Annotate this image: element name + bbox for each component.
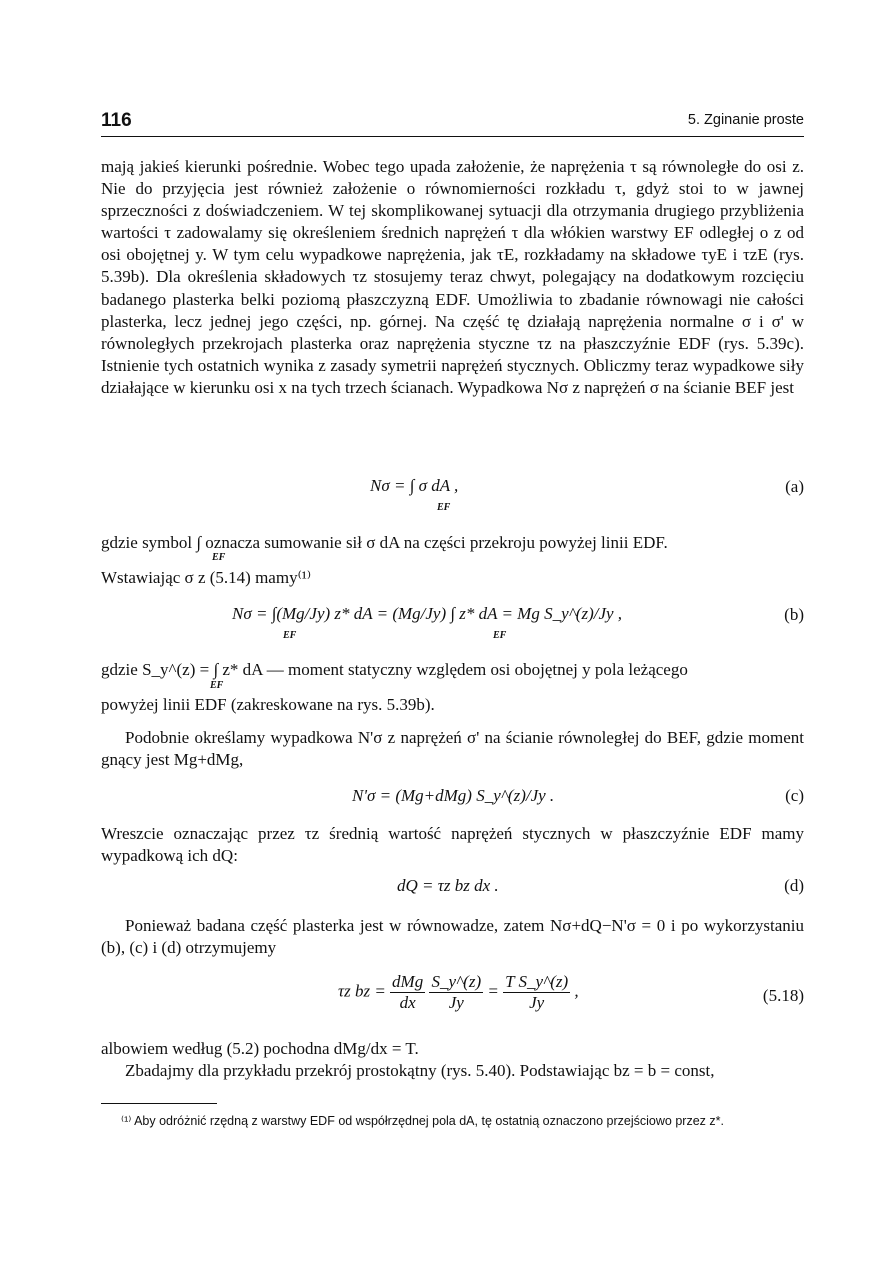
equation-b: Nσ = ∫(Mg/Jy) z* dA = (Mg/Jy) ∫ z* dA = Mg S_y^(z)/Jy , (232, 604, 623, 623)
paragraph-3a: gdzie S_y^(z) = ∫ z* dA — moment statyczny względem osi obojętnej y pola leżącego (101, 660, 688, 679)
eq-equals: = (487, 981, 499, 1001)
section-title: 5. Zginanie proste (687, 112, 804, 128)
equation-c-label: (c) (785, 786, 804, 805)
fraction-2 (429, 972, 483, 1013)
frac2-den: Jy (448, 993, 464, 1012)
paragraph-6: Ponieważ badana część plasterka jest w równowadze, zatem Nσ+dQ−N'σ = 0 i po wykorzystaniu (b), (c) i (d) otrzymujemy (101, 916, 804, 958)
eq-lhs: τz bz = (338, 981, 386, 1001)
frac1-den: dx (399, 993, 416, 1012)
paragraph-2a: gdzie symbol ∫ oznacza sumowanie sił σ dA na części przekroju powyżej linii EDF. (101, 533, 668, 552)
fraction-1 (390, 972, 425, 1013)
equation-5-18-label: (5.18) (762, 986, 804, 1005)
equation-a-label: (a) (785, 477, 804, 496)
frac3-den: Jy (529, 993, 545, 1012)
equation-b-label: (b) (784, 605, 804, 624)
frac2-num: S_y^(z) (431, 972, 482, 991)
paragraph-2b: Wstawiając σ z (5.14) mamy⁽¹⁾ (101, 568, 312, 587)
page-number: 116 (101, 110, 132, 131)
equation-a-sub: EF (437, 502, 451, 513)
equation-d-label: (d) (784, 876, 804, 895)
equation-c: N'σ = (Mg+dMg) S_y^(z)/Jy . (352, 786, 555, 805)
frac3-num: T S_y^(z) (505, 972, 569, 991)
paragraph-3b: powyżej linii EDF (zakreskowane na rys. 5.39b). (101, 695, 435, 714)
paragraph-1: mają jakieś kierunki pośrednie. Wobec tego upada założenie, że naprężenia τ są równoległe do osi z. Nie do przyjęcia jest również założenie o równomierności rozkładu τ, gdyż stoi to w jawnej sprzeczności z doświadczeniem. W tej skomplikowanej sytuacji dla otrzymania drugiego przybliżenia wartości τ zadowalamy się określeniem średnich naprężeń τ dla włókien warstwy EF odległej o z od osi obojętnej y. W tym celu wypadkowe naprężenia, jak τE, rozkładamy na składowe τyE i τzE (rys. 5.39b). Dla określenia składowych τz stosujemy teraz chwyt, polegający na dodatkowym rozcięciu badanego plasterka belki poziomą płaszczyzną EDF. Umożliwia to zbadanie równowagi nie całości plasterka, lecz jednej jego części, np. górnej. Na część tę działają naprężenia normalne σ i σ' w równoległych przekrojach plasterka oraz naprężenia styczne τz na płaszczyźnie EDF (rys. 5.39c). Istnienie tych ostatnich wynika z zasady symetrii naprężeń stycznych. Obliczmy teraz wypadkowe siły działające w kierunku osi x na tych trzech ścianach. Wypadkowa Nσ z naprężeń σ na ścianie BEF jest (101, 157, 804, 397)
equation-5-18 (338, 972, 579, 1013)
footnote-rule (101, 1103, 217, 1104)
frac1-num: dMg (392, 972, 424, 991)
eq-tail: , (574, 981, 579, 1001)
sy-sub: EF (210, 680, 224, 691)
symbol-sub: EF (212, 552, 226, 563)
paragraph-8: Zbadajmy dla przykładu przekrój prostokątny (rys. 5.40). Podstawiając bz = b = const, (125, 1061, 715, 1080)
footnote: ⁽¹⁾ Aby odróżnić rzędną z warstwy EDF od współrzędnej pola dA, tę ostatnią oznaczono przejściowo przez z*. (121, 1114, 724, 1128)
fraction-3 (503, 972, 570, 1013)
equation-d: dQ = τz bz dx . (397, 876, 499, 895)
paragraph-7: albowiem według (5.2) pochodna dMg/dx = T. (101, 1039, 419, 1058)
equation-b-sub1: EF (283, 630, 297, 641)
equation-a: Nσ = ∫ σ dA , (370, 476, 459, 495)
paragraph-4: Podobnie określamy wypadkowa N'σ z naprężeń σ' na ścianie równoległej do BEF, gdzie moment gnący jest Mg+dMg, (101, 728, 804, 770)
equation-b-sub2: EF (493, 630, 507, 641)
paragraph-5: Wreszcie oznaczając przez τz średnią wartość naprężeń stycznych w płaszczyźnie EDF mamy wypadkową ich dQ: (101, 824, 804, 866)
page-header (101, 110, 804, 137)
